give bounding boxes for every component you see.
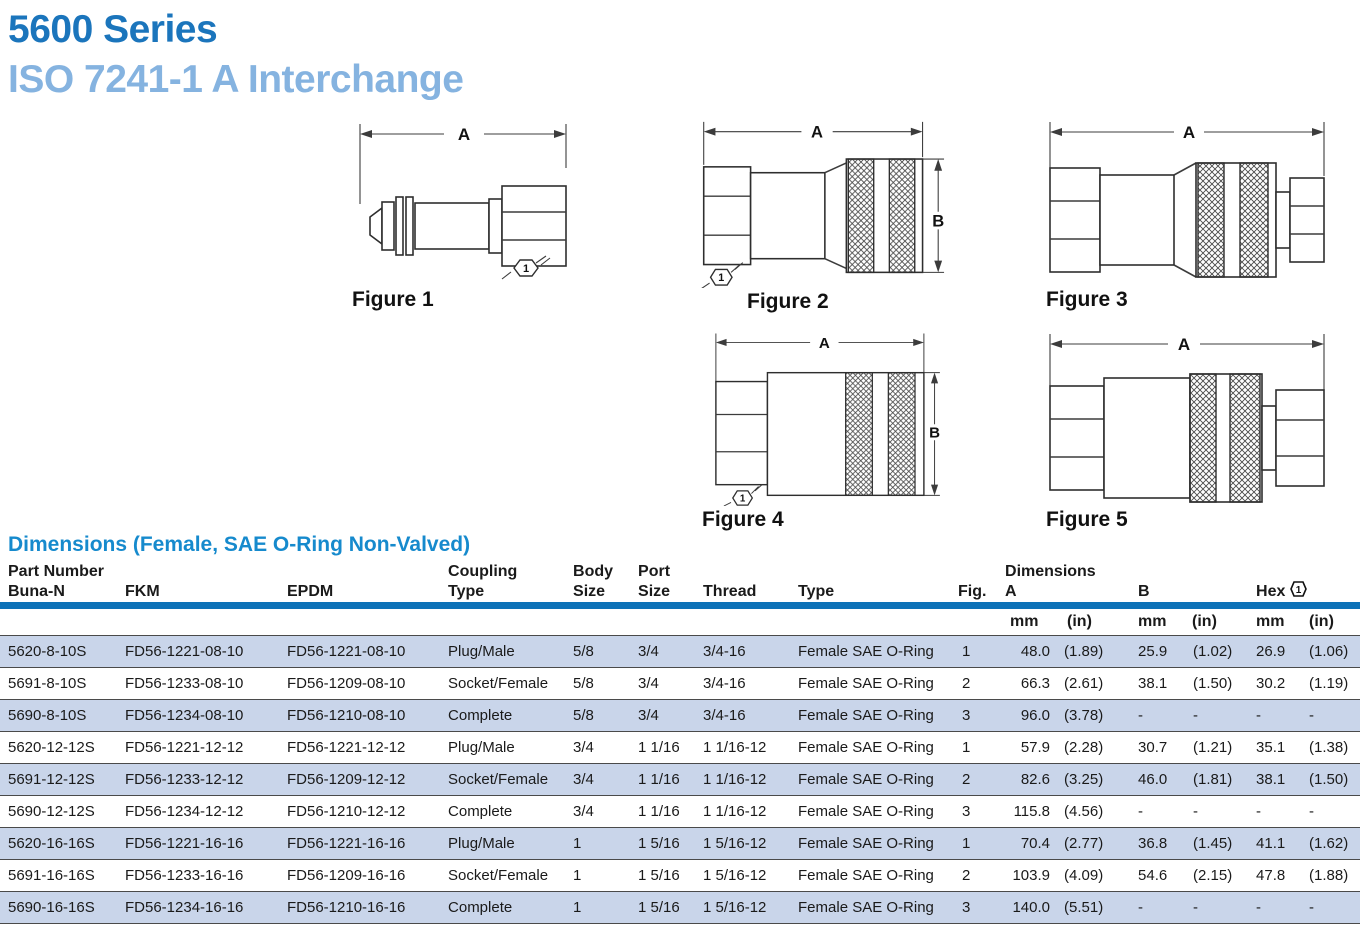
- cell-thread: 3/4-16: [695, 668, 790, 700]
- cell-hex-in: (1.62): [1304, 828, 1360, 860]
- cell-part-buna-n: 5691-16-16S: [0, 860, 125, 892]
- page-subtitle: ISO 7241-1 A Interchange: [8, 58, 464, 101]
- header-epdm: EPDM: [287, 582, 440, 606]
- cell-hex-mm: -: [1252, 892, 1304, 924]
- page-title: 5600 Series: [8, 8, 218, 51]
- cell-hex-in: (1.19): [1304, 668, 1360, 700]
- cell-hex-in: -: [1304, 700, 1360, 732]
- figure-4-label: Figure 4: [702, 508, 784, 531]
- header-spacer: [695, 560, 1005, 582]
- cell-port-size: 1 5/16: [630, 828, 695, 860]
- cell-thread: 1 1/16-12: [695, 764, 790, 796]
- units-spacer: [0, 606, 1005, 636]
- cell-part-fkm: FD56-1233-12-12: [125, 764, 287, 796]
- cell-thread: 1 5/16-12: [695, 860, 790, 892]
- cell-fig: 2: [950, 764, 1005, 796]
- figure-1-label: Figure 1: [352, 288, 434, 311]
- figure-4: [688, 330, 966, 532]
- cell-type: Female SAE O-Ring: [790, 700, 950, 732]
- cell-fig: 1: [950, 732, 1005, 764]
- cell-port-size: 1 1/16: [630, 732, 695, 764]
- cell-body-size: 3/4: [565, 732, 630, 764]
- figure-4-dim-a-label: A: [818, 334, 830, 352]
- cell-coupling-type: Socket/Female: [440, 764, 565, 796]
- cell-type: Female SAE O-Ring: [790, 860, 950, 892]
- cell-part-fkm: FD56-1233-16-16: [125, 860, 287, 892]
- cell-thread: 1 1/16-12: [695, 732, 790, 764]
- units-a-in: (in): [1055, 606, 1134, 636]
- cell-coupling-type: Plug/Male: [440, 636, 565, 668]
- cell-b-mm: 46.0: [1134, 764, 1186, 796]
- figure-2-dim-b-label: B: [932, 211, 945, 231]
- cell-part-buna-n: 5620-12-12S: [0, 732, 125, 764]
- cell-hex-mm: -: [1252, 700, 1304, 732]
- cell-a-in: (5.51): [1055, 892, 1134, 924]
- units-a-mm: mm: [1005, 606, 1055, 636]
- cell-b-mm: 38.1: [1134, 668, 1186, 700]
- cell-part-buna-n: 5691-8-10S: [0, 668, 125, 700]
- cell-type: Female SAE O-Ring: [790, 892, 950, 924]
- cell-port-size: 1 5/16: [630, 860, 695, 892]
- cell-thread: 1 1/16-12: [695, 796, 790, 828]
- header-hex-label: Hex: [1256, 583, 1286, 600]
- cell-hex-mm: 35.1: [1252, 732, 1304, 764]
- header-coupling-type: Type: [440, 582, 565, 606]
- cell-part-epdm: FD56-1209-12-12: [287, 764, 440, 796]
- cell-part-buna-n: 5690-8-10S: [0, 700, 125, 732]
- cell-b-mm: 30.7: [1134, 732, 1186, 764]
- table-row: [0, 636, 1360, 668]
- cell-hex-mm: 47.8: [1252, 860, 1304, 892]
- cell-part-epdm: FD56-1210-12-12: [287, 796, 440, 828]
- figure-2: [685, 118, 953, 314]
- cell-a-mm: 140.0: [1005, 892, 1055, 924]
- cell-b-mm: 25.9: [1134, 636, 1186, 668]
- cell-coupling-type: Complete: [440, 796, 565, 828]
- cell-part-epdm: FD56-1210-08-10: [287, 700, 440, 732]
- cell-b-in: -: [1186, 892, 1252, 924]
- table-row: [0, 796, 1360, 828]
- cell-fig: 2: [950, 668, 1005, 700]
- cell-a-mm: 96.0: [1005, 700, 1055, 732]
- figure-5-dim-a-label: A: [1177, 335, 1191, 354]
- figure-2-callout: 1: [718, 272, 725, 285]
- cell-hex-in: (1.50): [1304, 764, 1360, 796]
- cell-port-size: 3/4: [630, 668, 695, 700]
- cell-part-fkm: FD56-1221-12-12: [125, 732, 287, 764]
- cell-body-size: 1: [565, 860, 630, 892]
- cell-hex-mm: 30.2: [1252, 668, 1304, 700]
- figure-2-drawing-socket-female: [685, 118, 953, 288]
- cell-thread: 1 5/16-12: [695, 828, 790, 860]
- units-hex-mm: mm: [1252, 606, 1304, 636]
- cell-hex-mm: 26.9: [1252, 636, 1304, 668]
- cell-a-in: (2.28): [1055, 732, 1134, 764]
- cell-a-in: (4.56): [1055, 796, 1134, 828]
- cell-part-fkm: FD56-1234-12-12: [125, 796, 287, 828]
- cell-body-size: 3/4: [565, 796, 630, 828]
- table-section-title: Dimensions (Female, SAE O-Ring Non-Valved): [8, 533, 471, 556]
- header-thread: Thread: [695, 582, 790, 606]
- cell-b-in: (1.02): [1186, 636, 1252, 668]
- cell-b-in: (1.50): [1186, 668, 1252, 700]
- cell-b-in: (1.45): [1186, 828, 1252, 860]
- cell-b-mm: 36.8: [1134, 828, 1186, 860]
- cell-type: Female SAE O-Ring: [790, 732, 950, 764]
- cell-body-size: 1: [565, 828, 630, 860]
- cell-thread: 1 5/16-12: [695, 892, 790, 924]
- table-row: [0, 700, 1360, 732]
- header-port-size: Size: [630, 582, 695, 606]
- cell-fig: 3: [950, 892, 1005, 924]
- cell-body-size: 5/8: [565, 636, 630, 668]
- header-fig: Fig.: [950, 582, 1005, 606]
- figure-5-label: Figure 5: [1046, 508, 1128, 531]
- cell-part-fkm: FD56-1233-08-10: [125, 668, 287, 700]
- cell-part-epdm: FD56-1210-16-16: [287, 892, 440, 924]
- cell-part-buna-n: 5690-16-16S: [0, 892, 125, 924]
- cell-part-buna-n: 5690-12-12S: [0, 796, 125, 828]
- figure-3-dim-a-label: A: [1182, 123, 1196, 142]
- table-row: [0, 860, 1360, 892]
- cell-port-size: 1 1/16: [630, 764, 695, 796]
- cell-port-size: 1 5/16: [630, 892, 695, 924]
- cell-coupling-type: Complete: [440, 892, 565, 924]
- cell-a-in: (2.61): [1055, 668, 1134, 700]
- cell-part-fkm: FD56-1221-16-16: [125, 828, 287, 860]
- cell-coupling-type: Plug/Male: [440, 732, 565, 764]
- cell-hex-in: (1.88): [1304, 860, 1360, 892]
- header-dim-a: A: [1005, 582, 1134, 606]
- cell-coupling-type: Complete: [440, 700, 565, 732]
- svg-text:1: 1: [1296, 585, 1302, 596]
- cell-b-mm: -: [1134, 796, 1186, 828]
- cell-thread: 3/4-16: [695, 636, 790, 668]
- header-coupling: Coupling: [448, 563, 518, 580]
- figure-4-dim-b-label: B: [929, 424, 941, 442]
- cell-hex-in: (1.38): [1304, 732, 1360, 764]
- cell-port-size: 3/4: [630, 636, 695, 668]
- table-row: [0, 892, 1360, 924]
- cell-part-buna-n: 5620-16-16S: [0, 828, 125, 860]
- figure-5-drawing-complete: [1032, 330, 1332, 506]
- cell-type: Female SAE O-Ring: [790, 796, 950, 828]
- cell-part-epdm: FD56-1221-08-10: [287, 636, 440, 668]
- header-fkm: FKM: [125, 582, 287, 606]
- figure-1-callout: 1: [522, 263, 530, 275]
- header-type: Type: [790, 582, 950, 606]
- header-spacer: [1252, 560, 1360, 582]
- cell-b-in: (2.15): [1186, 860, 1252, 892]
- cell-port-size: 1 1/16: [630, 796, 695, 828]
- table-row: [0, 828, 1360, 860]
- cell-hex-mm: -: [1252, 796, 1304, 828]
- cell-body-size: 3/4: [565, 764, 630, 796]
- cell-body-size: 1: [565, 892, 630, 924]
- cell-body-size: 5/8: [565, 700, 630, 732]
- cell-port-size: 3/4: [630, 700, 695, 732]
- figure-1-dim-a-label: A: [457, 125, 471, 144]
- cell-b-mm: -: [1134, 700, 1186, 732]
- units-hex-in: (in): [1304, 606, 1360, 636]
- cell-part-epdm: FD56-1209-08-10: [287, 668, 440, 700]
- header-dimensions: Dimensions: [1005, 563, 1096, 580]
- cell-hex-mm: 38.1: [1252, 764, 1304, 796]
- header-body-size: Size: [565, 582, 630, 606]
- cell-part-fkm: FD56-1234-08-10: [125, 700, 287, 732]
- cell-a-mm: 48.0: [1005, 636, 1055, 668]
- cell-b-in: -: [1186, 700, 1252, 732]
- cell-hex-in: -: [1304, 796, 1360, 828]
- cell-a-mm: 82.6: [1005, 764, 1055, 796]
- figure-1: [338, 118, 583, 312]
- cell-coupling-type: Socket/Female: [440, 860, 565, 892]
- header-part-number: Part Number: [8, 563, 105, 580]
- table-row: [0, 732, 1360, 764]
- hex-callout-icon: [1290, 581, 1307, 597]
- figure-3-drawing-complete: [1038, 118, 1333, 286]
- cell-thread: 3/4-16: [695, 700, 790, 732]
- header-dim-b: B: [1134, 582, 1252, 606]
- cell-part-epdm: FD56-1221-12-12: [287, 732, 440, 764]
- header-body: Body: [573, 563, 614, 580]
- cell-a-in: (3.78): [1055, 700, 1134, 732]
- figure-2-dim-a-label: A: [811, 122, 824, 142]
- cell-part-fkm: FD56-1221-08-10: [125, 636, 287, 668]
- cell-a-in: (3.25): [1055, 764, 1134, 796]
- figure-1-drawing-plug-male: [338, 118, 583, 286]
- cell-coupling-type: Socket/Female: [440, 668, 565, 700]
- cell-b-in: (1.21): [1186, 732, 1252, 764]
- cell-type: Female SAE O-Ring: [790, 636, 950, 668]
- cell-hex-in: (1.06): [1304, 636, 1360, 668]
- figure-3: [1038, 118, 1333, 312]
- cell-fig: 1: [950, 636, 1005, 668]
- cell-body-size: 5/8: [565, 668, 630, 700]
- figure-3-label: Figure 3: [1046, 288, 1128, 311]
- cell-a-in: (4.09): [1055, 860, 1134, 892]
- cell-a-mm: 115.8: [1005, 796, 1055, 828]
- units-b-mm: mm: [1134, 606, 1186, 636]
- cell-hex-in: -: [1304, 892, 1360, 924]
- cell-b-in: -: [1186, 796, 1252, 828]
- figure-2-label: Figure 2: [747, 290, 829, 313]
- cell-fig: 1: [950, 828, 1005, 860]
- cell-part-epdm: FD56-1221-16-16: [287, 828, 440, 860]
- cell-a-in: (2.77): [1055, 828, 1134, 860]
- cell-type: Female SAE O-Ring: [790, 828, 950, 860]
- header-port: Port: [638, 563, 671, 580]
- cell-a-in: (1.89): [1055, 636, 1134, 668]
- units-b-in: (in): [1186, 606, 1252, 636]
- cell-a-mm: 103.9: [1005, 860, 1055, 892]
- cell-hex-mm: 41.1: [1252, 828, 1304, 860]
- cell-part-fkm: FD56-1234-16-16: [125, 892, 287, 924]
- cell-b-mm: 54.6: [1134, 860, 1186, 892]
- cell-b-in: (1.81): [1186, 764, 1252, 796]
- dimensions-table: [0, 560, 1360, 924]
- cell-fig: 3: [950, 796, 1005, 828]
- cell-fig: 3: [950, 700, 1005, 732]
- figure-4-callout: 1: [739, 493, 746, 505]
- header-hex: [1252, 582, 1360, 606]
- cell-type: Female SAE O-Ring: [790, 668, 950, 700]
- table-row: [0, 764, 1360, 796]
- figure-4-drawing-socket-female: [688, 330, 966, 506]
- cell-type: Female SAE O-Ring: [790, 764, 950, 796]
- cell-a-mm: 70.4: [1005, 828, 1055, 860]
- figure-5: [1032, 330, 1332, 532]
- table-row: [0, 668, 1360, 700]
- cell-fig: 2: [950, 860, 1005, 892]
- cell-coupling-type: Plug/Male: [440, 828, 565, 860]
- cell-b-mm: -: [1134, 892, 1186, 924]
- header-buna-n: Buna-N: [0, 582, 125, 606]
- cell-a-mm: 66.3: [1005, 668, 1055, 700]
- cell-part-buna-n: 5691-12-12S: [0, 764, 125, 796]
- cell-part-buna-n: 5620-8-10S: [0, 636, 125, 668]
- cell-part-epdm: FD56-1209-16-16: [287, 860, 440, 892]
- cell-a-mm: 57.9: [1005, 732, 1055, 764]
